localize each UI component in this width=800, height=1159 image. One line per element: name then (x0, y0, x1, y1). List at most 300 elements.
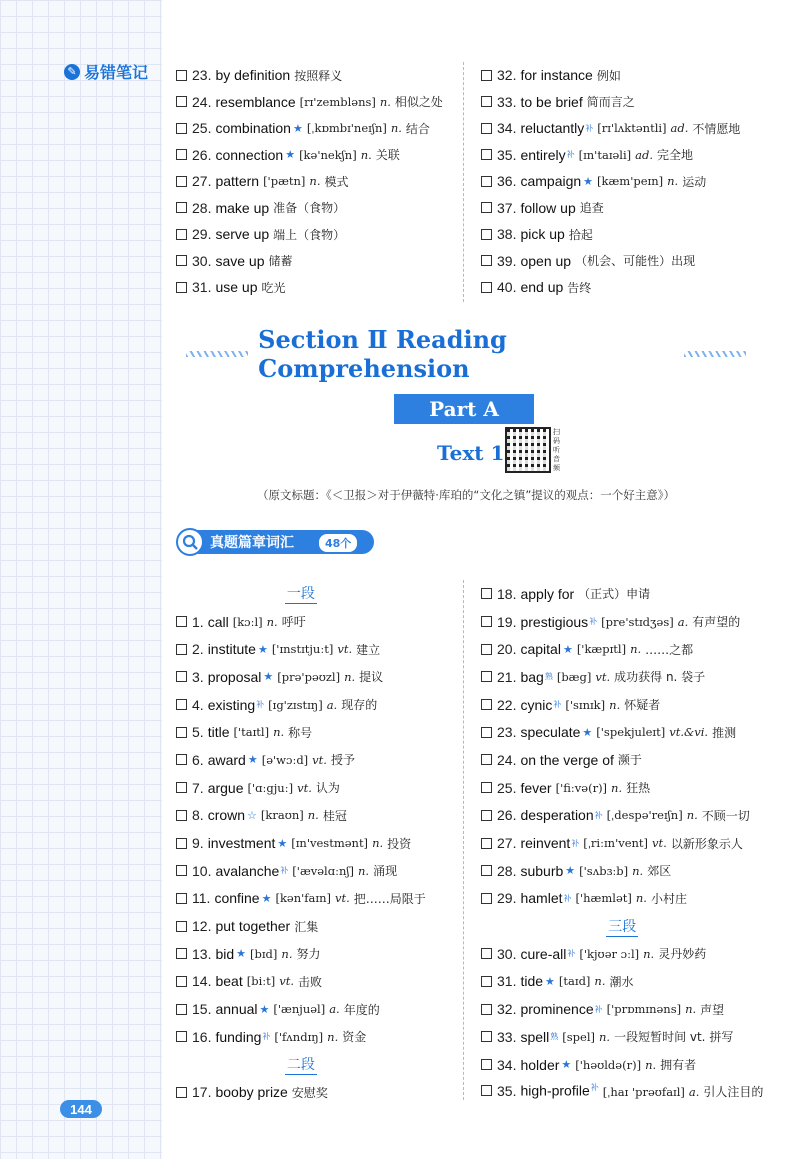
item-word: title (207, 724, 230, 741)
item-pos: n. (266, 614, 278, 629)
item-meaning: 把……局限于 (353, 891, 426, 906)
vocab-item (176, 774, 426, 802)
part-label: Part A (394, 394, 534, 424)
item-number: 30. (497, 945, 517, 962)
item-meaning: 潮水 (609, 974, 634, 989)
item-word: holder (520, 1056, 560, 1073)
item-pos: vt. (334, 891, 350, 906)
vocab-item (481, 829, 763, 857)
item-phonetic: [rɪ'zembləns] (299, 94, 376, 109)
item-word: investment (207, 835, 276, 852)
item-number: 26. (192, 146, 212, 163)
tag-icon: 补 (256, 700, 265, 710)
qr-caption: 扫码听音频 (553, 428, 560, 472)
checkbox-icon[interactable] (481, 782, 492, 793)
vocab-item (481, 802, 763, 830)
item-number: 22. (497, 696, 517, 713)
item-meaning: 涌现 (373, 864, 398, 879)
vocab-list-top-left (176, 62, 443, 301)
checkbox-icon[interactable] (176, 754, 187, 765)
item-meaning: 引人注目的 (703, 1085, 764, 1100)
item-phonetic: ['həʊldə(r)] (575, 1057, 642, 1072)
item-phonetic: [pre'stɪdʒəs] (601, 614, 674, 629)
tag-icon: 补 (553, 700, 562, 710)
item-meaning: 年度的 (343, 1002, 380, 1017)
checkbox-icon[interactable] (176, 893, 187, 904)
item-pos: ad. (635, 147, 654, 162)
item-word: cynic (520, 696, 553, 713)
paragraph-label-text: 一段 (285, 583, 317, 604)
item-pos: vt. (337, 642, 353, 657)
text-label: Text 1 (437, 441, 505, 465)
item-meaning: 呼吁 (281, 615, 306, 630)
item-number: 4. (192, 696, 204, 713)
checkbox-icon[interactable] (176, 616, 187, 627)
vocab-item (176, 168, 443, 195)
item-number: 19. (497, 613, 517, 630)
item-pos: n. (643, 946, 655, 961)
paragraph-label (176, 580, 426, 608)
item-number: 35. (497, 1083, 517, 1100)
item-meaning: 简而言之 (586, 95, 635, 110)
checkbox-icon[interactable] (176, 921, 187, 932)
checkbox-icon[interactable] (176, 671, 187, 682)
checkbox-icon[interactable] (176, 282, 187, 293)
item-pos: n. (307, 808, 319, 823)
item-pos: a. (677, 614, 689, 629)
vocab-item (176, 195, 443, 222)
vocab-item (176, 608, 426, 636)
vocab-item (481, 995, 763, 1023)
checkbox-icon[interactable] (481, 96, 492, 107)
item-number: 33. (497, 93, 517, 110)
item-word: speculate (520, 724, 581, 741)
item-meaning: 认为 (315, 781, 340, 796)
checkbox-icon[interactable] (176, 255, 187, 266)
item-number: 37. (497, 199, 517, 216)
tag-icon: 熟 (550, 1032, 559, 1042)
vocab-item (176, 829, 426, 857)
vocab-item (481, 1051, 763, 1079)
item-meaning: 桂冠 (322, 808, 347, 823)
checkbox-icon[interactable] (481, 865, 492, 876)
tag-icon: 补 (262, 1032, 271, 1042)
paragraph-label-text: 三段 (606, 916, 638, 937)
item-phonetic: [bæg] (556, 669, 592, 684)
item-number: 5. (192, 724, 204, 741)
item-pos: n. (645, 1057, 657, 1072)
item-word: make up (215, 199, 270, 216)
item-phonetic: ['sʌbɜːb] (579, 863, 629, 878)
item-number: 31. (192, 279, 212, 296)
checkbox-icon[interactable] (481, 838, 492, 849)
item-meaning: 汇集 (294, 919, 319, 934)
tag-icon: 熟 (544, 672, 553, 682)
checkbox-icon[interactable] (176, 70, 187, 81)
item-pos: n. (372, 836, 384, 851)
vocab-item (481, 248, 740, 275)
star-icon: ★ (545, 975, 555, 988)
item-number: 33. (497, 1028, 517, 1045)
vocab-item (176, 940, 426, 968)
item-pos: vt. (297, 780, 312, 795)
tag-icon: 补 (567, 949, 576, 959)
paragraph-label (481, 912, 763, 940)
tag-icon: 补 (590, 1083, 599, 1093)
vocab-item (176, 663, 426, 691)
item-word: for instance (520, 67, 593, 84)
item-word: prestigious (520, 613, 589, 630)
item-phonetic: ['ɑːgjuː] (247, 780, 294, 795)
brand-text: 易错笔记 (84, 63, 149, 82)
vocab-item (176, 718, 426, 746)
item-number: 40. (497, 279, 517, 296)
item-phonetic: ['hæmlət] (575, 891, 632, 906)
checkbox-icon[interactable] (176, 149, 187, 160)
item-number: 26. (497, 807, 517, 824)
item-pos: vt.&vi. (669, 725, 709, 740)
item-meaning: 推测 (712, 725, 737, 740)
item-pos: a. (688, 1085, 700, 1100)
vocab-item (481, 885, 763, 913)
item-pos: n. (686, 808, 698, 823)
margin-grid (0, 0, 162, 1159)
vocab-list-bottom-left (176, 580, 426, 1106)
item-meaning: 怀疑者 (624, 698, 661, 713)
item-number: 36. (497, 173, 517, 190)
item-number: 23. (497, 724, 517, 741)
item-number: 25. (497, 779, 517, 796)
vocab-item (176, 968, 426, 996)
item-phonetic: ['ænjuəl] (273, 1002, 326, 1017)
item-phonetic: [kən'faɪn] (275, 891, 331, 906)
item-meaning: 濒于 (617, 753, 642, 768)
item-number: 39. (497, 252, 517, 269)
item-number: 8. (192, 807, 204, 824)
item-word: connection (215, 146, 284, 163)
item-pos: n. (390, 121, 402, 136)
checkbox-icon[interactable] (176, 1087, 187, 1098)
vocab-item (176, 89, 443, 116)
item-meaning: 灵丹妙药 (658, 947, 707, 962)
checkbox-icon[interactable] (481, 1059, 492, 1070)
logo-icon: ✎ (64, 64, 80, 80)
checkbox-icon[interactable] (481, 976, 492, 987)
vocab-item (176, 995, 426, 1023)
checkbox-icon[interactable] (481, 588, 492, 599)
item-number: 10. (192, 862, 212, 879)
item-phonetic: [ˌdespə'reɪʃn] (606, 808, 683, 823)
item-pos: n. (344, 669, 356, 684)
checkbox-icon[interactable] (481, 810, 492, 821)
item-meaning: 以新形象示人 (670, 836, 743, 851)
vocab-item (481, 274, 740, 301)
vocab-item (481, 940, 763, 968)
vocab-item (176, 142, 443, 169)
item-word: crown (207, 807, 246, 824)
item-word: call (207, 613, 229, 630)
vocab-item (481, 857, 763, 885)
item-meaning: 狂热 (626, 781, 651, 796)
item-phonetic: [taɪd] (558, 974, 591, 989)
tag-icon: 补 (585, 123, 594, 133)
vocab-item (176, 274, 443, 301)
item-number: 29. (497, 890, 517, 907)
brand (64, 60, 148, 83)
item-meaning: 称号 (288, 725, 313, 740)
item-pos: vt. (312, 752, 327, 767)
checkbox-icon[interactable] (176, 976, 187, 987)
checkbox-icon[interactable] (481, 754, 492, 765)
item-number: 12. (192, 918, 212, 935)
item-phonetic: ['prɒmɪnəns] (606, 1002, 682, 1017)
item-word: put together (215, 918, 291, 935)
item-word: pattern (215, 173, 260, 190)
checkbox-icon[interactable] (481, 671, 492, 682)
item-phonetic: [ə'wɔːd] (261, 752, 309, 767)
item-number: 18. (497, 585, 517, 602)
item-phonetic: [bɪd] (250, 946, 278, 961)
star-icon: ★ (277, 837, 288, 850)
star-icon: ★ (259, 1003, 270, 1016)
item-number: 16. (192, 1028, 212, 1045)
checkbox-icon[interactable] (176, 202, 187, 213)
star-icon: ★ (292, 122, 303, 135)
item-phonetic: [kə'nekʃn] (299, 147, 357, 162)
item-phonetic: ['ævəlɑːnʃ] (292, 863, 354, 878)
item-word: beat (215, 973, 243, 990)
item-number: 34. (497, 120, 517, 137)
item-phonetic: ['kæpɪtl] (576, 642, 627, 657)
checkbox-icon[interactable] (481, 176, 492, 187)
item-number: 31. (497, 973, 517, 990)
vocab-item (176, 635, 426, 663)
vocab-item (481, 89, 740, 116)
vocab-item (176, 115, 443, 142)
checkbox-icon[interactable] (481, 644, 492, 655)
checkbox-icon[interactable] (176, 176, 187, 187)
item-pos: n. (281, 946, 293, 961)
item-meaning: 结合 (405, 121, 430, 136)
vocab-item (481, 580, 763, 608)
item-number: 7. (192, 779, 204, 796)
item-meaning: 努力 (296, 947, 321, 962)
item-number: 21. (497, 668, 517, 685)
checkbox-icon[interactable] (481, 229, 492, 240)
item-meaning: 成功获得 n. 袋子 (614, 670, 706, 685)
item-number: 25. (192, 120, 212, 137)
checkbox-icon[interactable] (481, 727, 492, 738)
item-meaning: 运动 (682, 174, 707, 189)
item-meaning: 相似之处 (394, 95, 443, 110)
item-word: by definition (215, 67, 291, 84)
item-phonetic: ['fiːvə(r)] (555, 780, 608, 795)
item-word: confine (214, 890, 260, 907)
item-phonetic: ['pætn] (263, 174, 306, 189)
vocab-item (481, 635, 763, 663)
item-word: high-profile (520, 1083, 590, 1100)
item-number: 32. (497, 1001, 517, 1018)
item-word: booby prize (215, 1084, 288, 1101)
item-word: end up (520, 279, 564, 296)
checkbox-icon[interactable] (176, 699, 187, 710)
item-number: 1. (192, 613, 204, 630)
item-word: argue (207, 779, 244, 796)
checkbox-icon[interactable] (481, 893, 492, 904)
checkbox-icon[interactable] (176, 229, 187, 240)
item-number: 23. (192, 67, 212, 84)
item-word: capital (520, 641, 561, 658)
vocab-item (176, 1078, 426, 1106)
checkbox-icon[interactable] (176, 727, 187, 738)
item-word: hamlet (520, 890, 563, 907)
vocab-item (481, 168, 740, 195)
item-pos: a. (326, 697, 338, 712)
checkbox-icon[interactable] (176, 1004, 187, 1015)
item-word: resemblance (215, 93, 296, 110)
tag-icon: 补 (589, 617, 598, 627)
item-number: 24. (497, 751, 517, 768)
item-meaning: 按照释义 (294, 68, 343, 83)
item-word: on the verge of (520, 751, 614, 768)
item-meaning: 不情愿地 (692, 121, 741, 136)
item-phonetic: ['fʌndɪŋ] (274, 1029, 324, 1044)
item-number: 17. (192, 1084, 212, 1101)
star-icon: ★ (257, 643, 268, 656)
item-number: 14. (192, 973, 212, 990)
item-pos: a. (329, 1002, 340, 1017)
vocab-item (176, 885, 426, 913)
item-phonetic: [rɪ'lʌktəntli] (597, 121, 667, 136)
item-phonetic: [kɔːl] (232, 614, 263, 629)
banner-count: 48个 (319, 534, 357, 552)
vocab-item (481, 221, 740, 248)
item-pos: n. (630, 642, 642, 657)
item-word: funding (215, 1028, 262, 1045)
checkbox-icon[interactable] (176, 810, 187, 821)
item-word: fever (520, 779, 552, 796)
star-icon: ★ (247, 754, 258, 767)
item-meaning: 告终 (567, 280, 592, 295)
checkbox-icon[interactable] (176, 123, 187, 134)
item-meaning: 投资 (387, 836, 412, 851)
item-meaning: 击败 (298, 974, 323, 989)
item-pos: n. (594, 974, 606, 989)
vocab-item (481, 115, 740, 142)
checkbox-icon[interactable] (481, 1031, 492, 1042)
item-phonetic: [ˌhaɪ 'prəʊfaɪl] (602, 1085, 685, 1100)
item-phonetic: [biːt] (246, 974, 276, 989)
tag-icon: 补 (566, 150, 575, 160)
item-number: 2. (192, 641, 204, 658)
item-meaning: 关联 (375, 148, 400, 163)
item-pos: ad. (670, 121, 689, 136)
item-meaning: （机会、可能性）出现 (575, 254, 696, 269)
item-number: 34. (497, 1056, 517, 1073)
checkbox-icon[interactable] (481, 149, 492, 160)
vocab-item (481, 691, 763, 719)
item-word: annual (215, 1001, 258, 1018)
checkbox-icon[interactable] (176, 96, 187, 107)
checkbox-icon[interactable] (176, 644, 187, 655)
item-meaning: 资金 (342, 1030, 367, 1045)
star-icon: ★ (561, 1059, 572, 1072)
checkbox-icon[interactable] (176, 865, 187, 876)
paragraph-label (176, 1051, 426, 1079)
checkbox-icon[interactable] (176, 782, 187, 793)
vocab-list-bottom-right (481, 580, 763, 1102)
item-word: spell (520, 1028, 550, 1045)
vocab-item (176, 221, 443, 248)
column-divider-bottom (463, 580, 464, 1100)
magnifier-icon (176, 528, 204, 556)
tag-icon: 补 (594, 810, 603, 820)
checkbox-icon[interactable] (481, 282, 492, 293)
item-number: 11. (192, 890, 211, 907)
item-phonetic: [ˌkɒmbɪ'neɪʃn] (306, 121, 387, 136)
checkbox-icon[interactable] (481, 202, 492, 213)
vocab-item (481, 774, 763, 802)
checkbox-icon[interactable] (176, 1031, 187, 1042)
item-word: bag (520, 668, 544, 685)
vocab-item (481, 608, 763, 636)
item-pos: n. (360, 147, 372, 162)
checkbox-icon[interactable] (481, 1085, 492, 1096)
item-pos: vt. (279, 974, 295, 989)
item-pos: n. (609, 697, 621, 712)
vocab-banner (176, 528, 376, 556)
vocab-list-top-right (481, 62, 740, 301)
item-pos: n. (327, 1029, 339, 1044)
vocab-item (481, 195, 740, 222)
item-number: 9. (192, 835, 204, 852)
item-word: proposal (207, 668, 262, 685)
star-icon: ☆ (247, 809, 257, 822)
item-word: combination (215, 120, 291, 137)
banner-label: 真题篇章词汇 (210, 535, 294, 551)
item-meaning: 拥有者 (660, 1058, 697, 1073)
vocab-item (481, 746, 763, 774)
item-number: 15. (192, 1001, 212, 1018)
checkbox-icon[interactable] (481, 616, 492, 627)
item-phonetic: [kæm'peɪn] (597, 174, 664, 189)
qr-code-icon[interactable] (507, 429, 549, 471)
item-meaning: 授予 (330, 753, 355, 768)
item-number: 6. (192, 751, 204, 768)
item-meaning: 储蓄 (268, 254, 293, 269)
item-meaning: 完全地 (657, 148, 694, 163)
item-phonetic: [ɪn'taɪəli] (578, 147, 632, 162)
checkbox-icon[interactable] (481, 948, 492, 959)
item-pos: n. (685, 1002, 697, 1017)
checkbox-icon[interactable] (481, 699, 492, 710)
item-number: 3. (192, 668, 204, 685)
item-meaning: 小村庄 (650, 891, 687, 906)
item-phonetic: ['spekjuleɪt] (596, 725, 666, 740)
checkbox-icon[interactable] (481, 70, 492, 81)
checkbox-icon[interactable] (481, 1004, 492, 1015)
checkbox-icon[interactable] (176, 948, 187, 959)
vocab-item (176, 62, 443, 89)
item-pos: vt. (595, 669, 611, 684)
tag-icon: 补 (563, 893, 572, 903)
item-word: bid (215, 945, 235, 962)
item-meaning: 提议 (359, 670, 384, 685)
vocab-item (481, 62, 740, 89)
checkbox-icon[interactable] (176, 838, 187, 849)
checkbox-icon[interactable] (481, 123, 492, 134)
checkbox-icon[interactable] (481, 255, 492, 266)
